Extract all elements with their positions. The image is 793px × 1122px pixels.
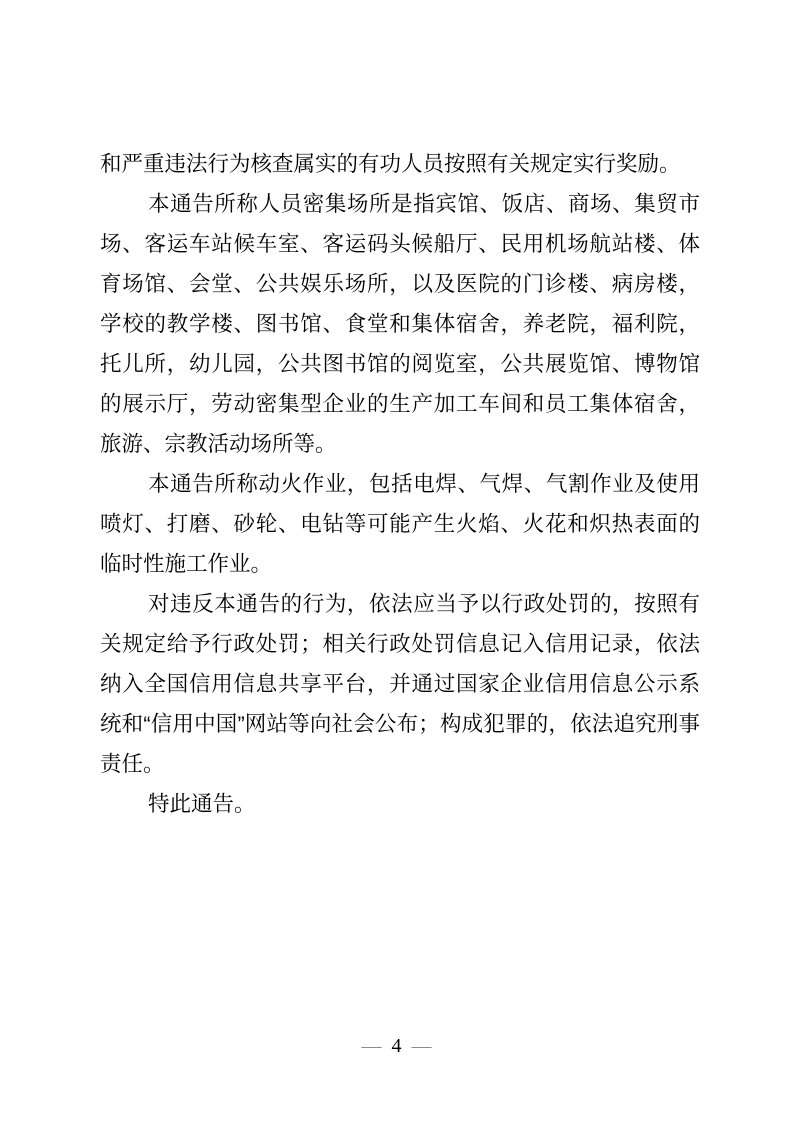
- document-body: [100, 144, 700, 824]
- paragraph-hot-work-definition: 本通告所称动火作业，包括电焊、气焊、气割作业及使用喷灯、打磨、砂轮、电钻等可能产生火焰、火花和炽热表面的临时性施工作业。: [100, 472, 700, 576]
- paragraph-penalties: 对违反本通告的行为，依法应当予以行政处罚的，按照有关规定给予行政处罚；相关行政处罚信息记入信用记录，依法纳入全国信用信息共享平台，并通过国家企业信用信息公示系统和“信用中国”网站等向社会公布；构成犯罪的，依法追究刑事责任。: [100, 592, 700, 776]
- footer-right-dash: —: [411, 1035, 432, 1057]
- paragraph-closing: 特此通告。: [148, 792, 256, 816]
- paragraph-continuation: 和严重违法行为核查属实的有功人员按照有关规定实行奖励。: [100, 152, 681, 176]
- paragraph-crowded-places-definition: 本通告所称人员密集场所是指宾馆、饭店、商场、集贸市场、客运车站候车室、客运码头候船厅、民用机场航站楼、体育场馆、会堂、公共娱乐场所，以及医院的门诊楼、病房楼，学校的教学楼、图书馆、食堂和集体宿舍，养老院，福利院，托儿所，幼儿园，公共图书馆的阅览室，公共展览馆、博物馆的展示厅，劳动密集型企业的生产加工车间和员工集体宿舍，旅游、宗教活动场所等。: [100, 192, 700, 456]
- page-footer: [0, 1034, 793, 1058]
- footer-left-dash: —: [361, 1035, 382, 1057]
- page-number: 4: [391, 1035, 402, 1057]
